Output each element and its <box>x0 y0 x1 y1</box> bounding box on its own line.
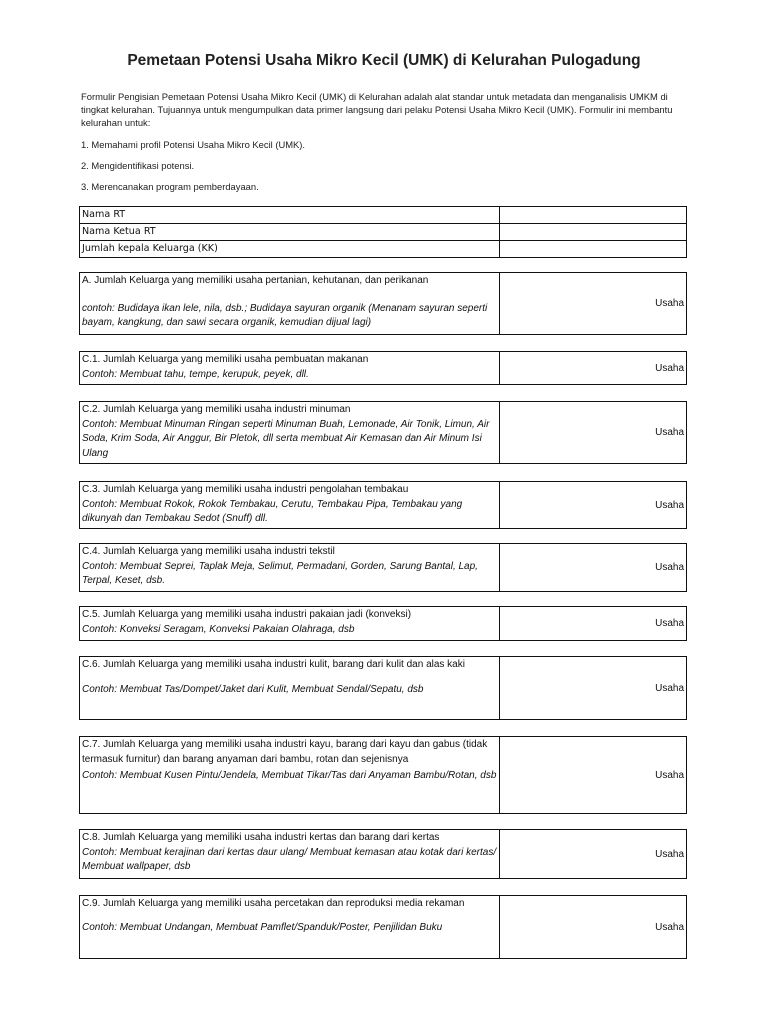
answer-field[interactable] <box>500 482 686 528</box>
question-c4 <box>79 543 687 592</box>
jumlah-kk-field[interactable] <box>500 241 686 257</box>
question-example: Contoh: Membuat kerajinan dari kertas daur ulang/ Membuat kemasan atau kotak dari kertas/ Membuat wallpaper, dsb <box>82 846 497 872</box>
unit-label: Usaha <box>655 769 684 781</box>
question-example: Contoh: Membuat Seprei, Taplak Meja, Selimut, Permadani, Gorden, Sarung Bantal, Lap, Terpal, Keset, dsb. <box>82 560 478 586</box>
unit-label: Usaha <box>655 298 684 309</box>
question-title: C.4. Jumlah Keluarga yang memiliki usaha industri tekstil <box>82 546 335 557</box>
answer-field[interactable] <box>500 544 686 591</box>
question-example: Contoh: Membuat Minuman Ringan seperti Minuman Buah, Lemonade, Air Tonik, Limun, Air Soda, Krim Soda, Air Anggur, Bir Pletok, dll serta membuat Air Kemasan dan Air Minum Isi Ulang <box>82 418 490 459</box>
answer-field[interactable] <box>500 830 686 878</box>
unit-label: Usaha <box>655 562 684 573</box>
question-title: C.3. Jumlah Keluarga yang memiliki usaha industri pengolahan tembakau <box>82 484 409 495</box>
goal-item: 1. Memahami profil Potensi Usaha Mikro Kecil (UMK). <box>81 139 306 150</box>
question-text <box>80 544 500 591</box>
question-a <box>79 272 687 335</box>
answer-field[interactable] <box>500 352 686 384</box>
answer-field[interactable] <box>500 402 686 463</box>
info-label: Nama Ketua RT <box>80 224 500 240</box>
question-c1 <box>79 351 687 385</box>
info-row-jumlah-kk <box>80 241 686 257</box>
question-c7 <box>79 736 687 814</box>
question-text <box>80 830 500 878</box>
question-title: C.6. Jumlah Keluarga yang memiliki usaha industri kulit, barang dari kulit dan alas kaki <box>82 659 465 670</box>
question-example: Contoh: Konveksi Seragam, Konveksi Pakaian Olahraga, dsb <box>82 623 355 635</box>
unit-label: Usaha <box>655 682 684 694</box>
answer-field[interactable] <box>500 737 686 813</box>
question-text <box>80 402 500 463</box>
question-c2 <box>79 401 687 464</box>
unit-label: Usaha <box>655 618 684 629</box>
question-example: Contoh: Membuat Undangan, Membuat Pamflet/Spanduk/Poster, Penjilidan Buku <box>82 921 443 933</box>
answer-field[interactable] <box>500 657 686 719</box>
question-title: C.5. Jumlah Keluarga yang memiliki usaha industri pakaian jadi (konveksi) <box>82 609 412 620</box>
unit-label: Usaha <box>655 427 684 438</box>
question-title: C.7. Jumlah Keluarga yang memiliki usaha industri kayu, barang dari kayu dan gabus (tidak termasuk furnitur) dan barang anyaman dari bambu, rotan dan sejenisnya <box>82 739 488 765</box>
goal-item: 3. Merencanakan program pemberdayaan. <box>81 181 259 192</box>
rt-info-table <box>79 206 687 258</box>
question-title: C.9. Jumlah Keluarga yang memiliki usaha percetakan dan reproduksi media rekaman <box>82 898 465 909</box>
question-text <box>80 273 500 334</box>
intro-section <box>81 90 693 193</box>
question-c8 <box>79 829 687 879</box>
question-c3 <box>79 481 687 529</box>
unit-label: Usaha <box>655 499 684 511</box>
intro-paragraph: Formulir Pengisian Pemetaan Potensi Usaha Mikro Kecil (UMK) di Kelurahan adalah alat standar untuk metadata dan menganalisis UMKM di tingkat kelurahan. Tujuannya untuk mengumpulkan data primer langsung dari pelaku Potensi Usaha Mikro Kecil (UMK). Formulir ini membantu kelurahan untuk: <box>81 91 673 128</box>
question-example: Contoh: Membuat Rokok, Rokok Tembakau, Cerutu, Tembakau Pipa, Tembakau yang dikunyah dan Tembakau Sedot (Snuff) dll. <box>82 498 463 524</box>
question-title: C.8. Jumlah Keluarga yang memiliki usaha industri kertas dan barang dari kertas <box>82 832 440 843</box>
info-row-nama-ketua-rt <box>80 224 686 241</box>
question-example: contoh: Budidaya ikan lele, nila, dsb.; Budidaya sayuran organik (Menanam sayuran seperti bayam, kangkung, dan sawi secara organik, kemudian dijual lagi) <box>82 302 488 328</box>
info-label: Jumlah kepala Keluarga (KK) <box>80 241 500 257</box>
question-c9 <box>79 895 687 959</box>
answer-field[interactable] <box>500 896 686 958</box>
nama-rt-field[interactable] <box>500 207 686 223</box>
question-title: C.2. Jumlah Keluarga yang memiliki usaha industri minuman <box>82 404 351 415</box>
question-example: Contoh: Membuat Kusen Pintu/Jendela, Membuat Tikar/Tas dari Anyaman Bambu/Rotan, dsb <box>82 770 497 781</box>
question-example: Contoh: Membuat Tas/Dompet/Jaket dari Kulit, Membuat Sendal/Sepatu, dsb <box>82 683 424 695</box>
question-text <box>80 352 500 384</box>
question-c5 <box>79 606 687 641</box>
question-text <box>80 657 500 719</box>
page-title: Pemetaan Potensi Usaha Mikro Kecil (UMK) di Kelurahan Pulogadung <box>127 52 641 69</box>
question-title: C.1. Jumlah Keluarga yang memiliki usaha pembuatan makanan <box>82 354 369 365</box>
unit-label: Usaha <box>655 921 684 933</box>
info-label: Nama RT <box>80 207 500 223</box>
question-text <box>80 896 500 958</box>
question-c6 <box>79 656 687 720</box>
info-row-nama-rt <box>80 207 686 224</box>
question-text <box>80 607 500 640</box>
question-title: A. Jumlah Keluarga yang memiliki usaha pertanian, kehutanan, dan perikanan <box>82 275 429 286</box>
answer-field[interactable] <box>500 607 686 640</box>
question-text <box>80 482 500 528</box>
question-text <box>80 737 500 813</box>
answer-field[interactable] <box>500 273 686 334</box>
question-example: Contoh: Membuat tahu, tempe, kerupuk, peyek, dll. <box>82 368 309 380</box>
unit-label: Usaha <box>655 362 684 374</box>
goal-item: 2. Mengidentifikasi potensi. <box>81 160 195 171</box>
unit-label: Usaha <box>655 848 684 860</box>
nama-ketua-rt-field[interactable] <box>500 224 686 240</box>
